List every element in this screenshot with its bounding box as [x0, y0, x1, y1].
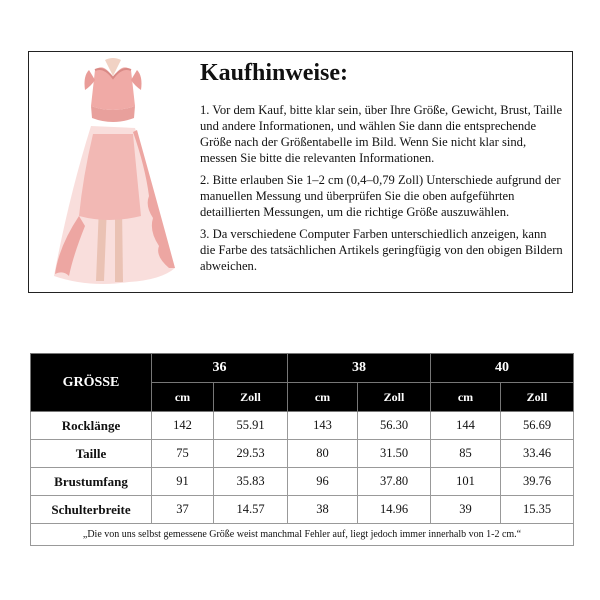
unit-header-zoll: Zoll: [358, 383, 431, 412]
table-cell: 31.50: [358, 440, 431, 468]
table-cell: 15.35: [501, 496, 574, 524]
notice-point-1: 1. Vor dem Kauf, bitte klar sein, über Ihre Größe, Gewicht, Brust, Taille und andere Informationen, und wählen Sie dann die entsprechende Größe nach der Größentabelle im Bild. Wenn Sie nicht klar sind, messen Sie bitte die relevanten Informationen.: [200, 102, 563, 165]
table-cell: 33.46: [501, 440, 574, 468]
unit-header-zoll: Zoll: [214, 383, 288, 412]
unit-header-zoll: Zoll: [501, 383, 574, 412]
size-header-38: 38: [288, 354, 431, 383]
table-cell: 144: [431, 412, 501, 440]
table-cell: 29.53: [214, 440, 288, 468]
dress-product-image: [49, 56, 179, 290]
table-cell: 39: [431, 496, 501, 524]
table-cell: 56.30: [358, 412, 431, 440]
table-cell: 37: [152, 496, 214, 524]
table-cell: 142: [152, 412, 214, 440]
table-row: [31, 468, 574, 496]
notice-title: Kaufhinweise:: [200, 60, 349, 86]
size-chart-table: [30, 353, 574, 546]
table-cell: 101: [431, 468, 501, 496]
table-cell: 96: [288, 468, 358, 496]
table-cell: 14.96: [358, 496, 431, 524]
purchase-notice-box: [28, 51, 573, 293]
table-cell: 38: [288, 496, 358, 524]
table-row: [31, 496, 574, 524]
table-cell: 14.57: [214, 496, 288, 524]
table-cell: 143: [288, 412, 358, 440]
table-cell: 56.69: [501, 412, 574, 440]
row-label: Schulterbreite: [31, 496, 152, 524]
unit-header-cm: cm: [288, 383, 358, 412]
table-row: [31, 412, 574, 440]
table-cell: 91: [152, 468, 214, 496]
table-cell: 85: [431, 440, 501, 468]
size-header-36: 36: [152, 354, 288, 383]
row-label: Rocklänge: [31, 412, 152, 440]
table-cell: 75: [152, 440, 214, 468]
notice-text-block: [200, 60, 565, 280]
measurement-footnote: „Die von uns selbst gemessene Größe weist manchmal Fehler auf, liegt jedoch immer innerhalb von 1-2 cm.“: [31, 524, 574, 546]
row-label: Brustumfang: [31, 468, 152, 496]
size-header-corner: GRÖSSE: [31, 354, 152, 412]
notice-point-2: 2. Bitte erlauben Sie 1–2 cm (0,4–0,79 Zoll) Unterschiede aufgrund der manuellen Messung und überprüfen Sie die oben aufgeführten detaillierten Messungen, um die richtige Größe auszuwählen.: [200, 172, 561, 219]
row-label: Taille: [31, 440, 152, 468]
table-row: [31, 440, 574, 468]
table-cell: 37.80: [358, 468, 431, 496]
size-header-40: 40: [431, 354, 574, 383]
table-cell: 80: [288, 440, 358, 468]
table-cell: 39.76: [501, 468, 574, 496]
table-cell: 55.91: [214, 412, 288, 440]
table-cell: 35.83: [214, 468, 288, 496]
notice-point-3: 3. Da verschiedene Computer Farben unterschiedlich anzeigen, kann die Farbe des tatsächlichen Artikels geringfügig von den obigen Bildern abweichen.: [200, 226, 563, 273]
unit-header-cm: cm: [431, 383, 501, 412]
unit-header-cm: cm: [152, 383, 214, 412]
